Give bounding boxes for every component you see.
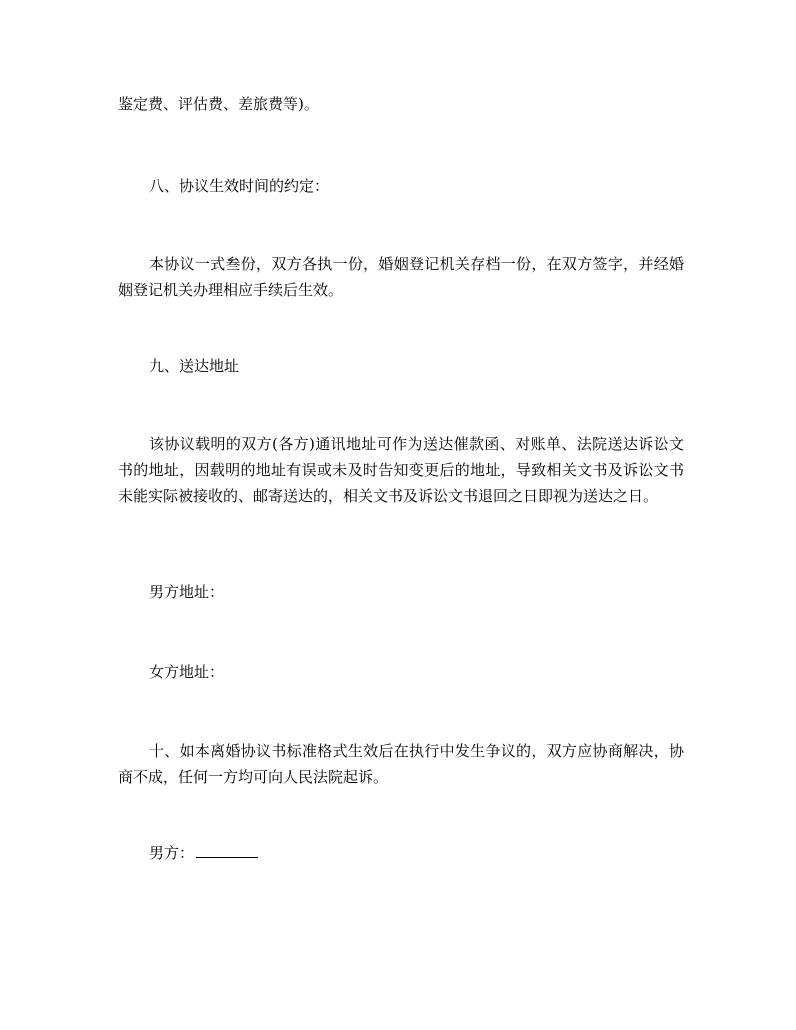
signature-blank: [196, 843, 258, 858]
effective-time-paragraph: 本协议一式叁份，双方各执一份，婚姻登记机关存档一份，在双方签字，并经婚姻登记机关办理相应手续后生效。: [118, 255, 684, 299]
male-address-label: 男方地址：: [149, 583, 225, 601]
section-9-heading: 九、送达地址: [149, 357, 240, 375]
female-address-label: 女方地址：: [149, 663, 225, 681]
fees-continuation-paragraph: 鉴定费、评估费、差旅费等)。: [118, 95, 319, 113]
section-8-heading: 八、协议生效时间的约定：: [149, 177, 330, 195]
section-10-paragraph: 十、如本离婚协议书标准格式生效后在执行中发生争议的，双方应协商解决，协商不成，任何一方均可向人民法院起诉。: [118, 742, 684, 786]
service-address-paragraph: 该协议载明的双方(各方)通讯地址可作为送达催款函、对账单、法院送达诉讼文书的地址，因载明的地址有误或未及时告知变更后的地址，导致相关文书及诉讼文书未能实际被接收的、邮寄送达的，相关文书及诉讼文书退回之日即视为送达之日。: [118, 435, 684, 505]
male-signature-label: 男方：: [149, 844, 195, 862]
male-signature-line: [118, 840, 684, 866]
